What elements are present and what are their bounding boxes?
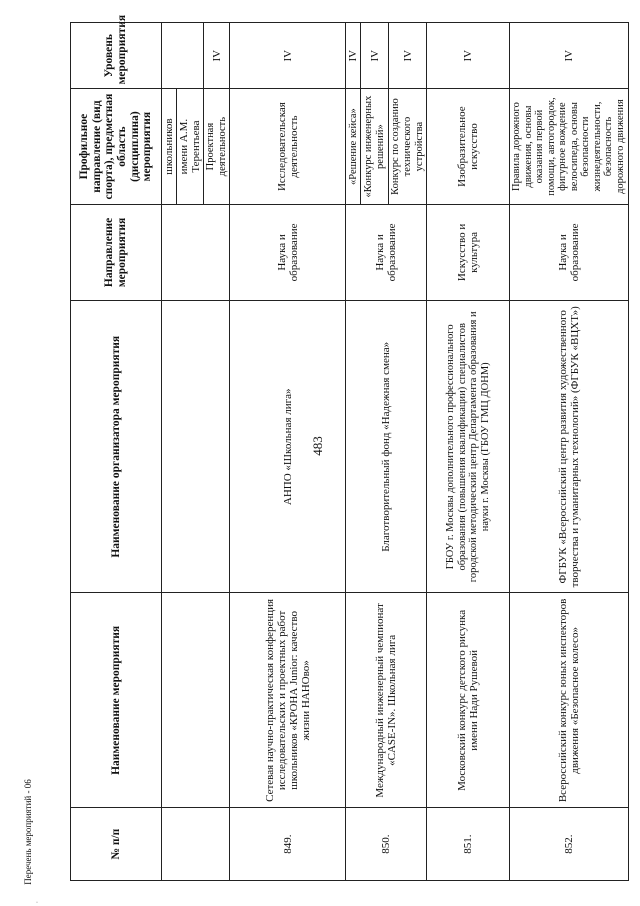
profile-cell: «Решение кейса» [346, 89, 361, 204]
events-table [70, 14, 629, 881]
table-header-row [71, 23, 162, 881]
table-row [346, 23, 361, 881]
row-organizer: ФГБУК «Всероссийский центр развития художественного творчества и гуманитарных технологий» (ФГБУК «ВЦХТ») [510, 301, 628, 593]
continuation-row [162, 23, 177, 881]
header-organizer: Наименование организатора мероприятия [71, 301, 162, 593]
row-num: 850. [346, 808, 427, 881]
row-num: 852. [510, 808, 628, 881]
profile-cell: Конкурс по созданию технического устройства [389, 89, 427, 204]
continuation-text-2: имени А.М. Терентьева [177, 89, 204, 204]
profile-cell: Исследовательская деятельность [230, 89, 346, 204]
header-direction: Направление мероприятия [71, 204, 162, 300]
profile-cell: Правила дорожного движения, основы оказания первой помощи, автогородок, фигурное вождение велосипеда, основы безопасности жизнедеятельности, безопасность дорожного движения [510, 89, 628, 204]
profile-cell: «Конкурс инженерных решений» [361, 89, 389, 204]
header-event: Наименование мероприятия [71, 593, 162, 808]
table-row [510, 23, 628, 881]
level-cell: IV [346, 23, 361, 89]
level-cell: IV [510, 23, 628, 89]
header-profile: Профильное направление (вид спорта), предметная область (дисциплина) мероприятия [71, 89, 162, 204]
page-number: 483 [310, 436, 325, 456]
level-cell: IV [389, 23, 427, 89]
row-direction: Искусство и культура [427, 204, 510, 300]
level-cell: IV [361, 23, 389, 89]
level-cell: IV [204, 23, 230, 89]
row-num: 851. [427, 808, 510, 881]
continuation-text-1: школьников [162, 89, 177, 204]
row-organizer: ГБОУ г. Москвы дополнительного профессионального образования (повышения квалификации) специалистов городской методический центр Департамента образования и науки г. Москвы (ГБОУ ГМЦ ДОНМ) [427, 301, 510, 593]
header-level: Уровень мероприятия [71, 23, 162, 89]
row-organizer: Благотворительный фонд «Надежная смена» [346, 301, 427, 593]
profile-cell: Проектная деятельность [204, 89, 230, 204]
level-cell: IV [427, 23, 510, 89]
events-table-container [70, 14, 627, 881]
footer-label: Перечень мероприятий - 06 [23, 779, 33, 885]
row-event: Всероссийский конкурс юных инспекторов движения «Безопасное колесо» [510, 593, 628, 808]
row-organizer: АНПО «Школьная лига» [230, 301, 346, 593]
profile-cell: Изобразительное искусство [427, 89, 510, 204]
table-row [427, 23, 510, 881]
row-direction: Наука и образование [510, 204, 628, 300]
header-num: № п/п [71, 808, 162, 881]
row-event: Сетевая научно-практическая конференция исследовательских и проектных работ школьников «КРОНА Junior: качество жизни НАНОво» [230, 593, 346, 808]
row-event: Московский конкурс детского рисунка имени Нади Рушевой [427, 593, 510, 808]
level-cell: IV [230, 23, 346, 89]
scan-mark: · [36, 900, 38, 906]
row-direction: Наука и образование [230, 204, 346, 300]
table-row [230, 23, 346, 881]
row-num: 849. [230, 808, 346, 881]
row-direction: Наука и образование [346, 204, 427, 300]
row-event: Международный инженерный чемпионат «CASE-IN». Школьная лига [346, 593, 427, 808]
